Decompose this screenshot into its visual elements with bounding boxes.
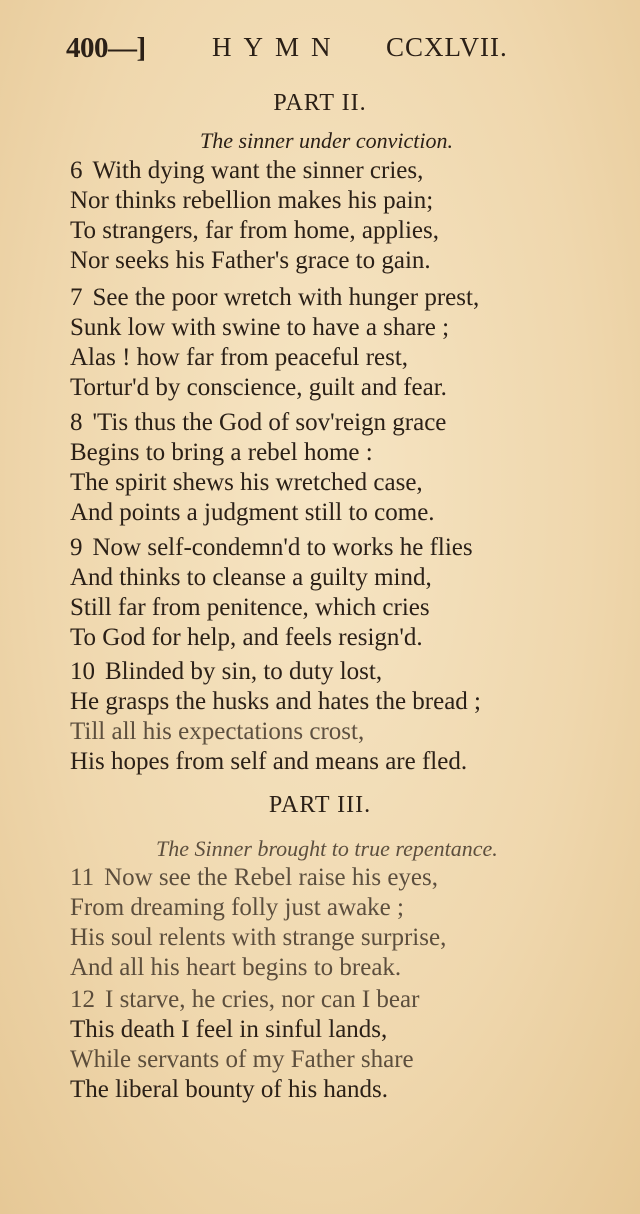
stanza-line: Begins to bring a rebel home : — [70, 439, 373, 466]
stanza-6 — [70, 156, 540, 276]
stanza-line — [70, 533, 540, 563]
stanza-12 — [70, 985, 540, 1105]
stanza-line: Nor thinks rebellion makes his pain; — [70, 187, 434, 214]
verse-number: 10 — [70, 658, 95, 685]
line-text: Now self-condemn'd to works he flies — [92, 534, 473, 561]
line-text: Blinded by sin, to duty lost, — [105, 658, 383, 685]
line-text: See the poor wretch with hunger prest, — [92, 284, 480, 311]
stanza-line: His soul relents with strange surprise, — [70, 924, 447, 951]
stanza-line: From dreaming folly just awake ; — [70, 894, 404, 921]
stanza-line: Still far from penitence, which cries — [70, 594, 430, 621]
stanza-line: To God for help, and feels resign'd. — [70, 624, 423, 651]
page-number: 400—] — [66, 32, 146, 64]
part-3-subtitle: The Sinner brought to true repentance. — [156, 836, 498, 861]
line-text: With dying want the sinner cries, — [92, 157, 424, 184]
stanza-line: The spirit shews his wretched case, — [70, 469, 423, 496]
part-2-heading: PART II. — [273, 90, 367, 116]
verse-number: 7 — [70, 284, 83, 311]
stanza-line — [70, 408, 540, 438]
stanza-8 — [70, 408, 540, 528]
line-text: 'Tis thus the God of sov'reign grace — [92, 409, 447, 436]
stanza-line — [70, 985, 540, 1015]
stanza-line — [70, 863, 540, 893]
stanza-7 — [70, 283, 540, 403]
stanza-line: Sunk low with swine to have a share ; — [70, 314, 450, 341]
stanza-line: While servants of my Father share — [70, 1046, 414, 1073]
stanza-line — [70, 283, 540, 313]
verse-number: 12 — [70, 986, 95, 1013]
hymn-label: HYMN — [212, 32, 343, 62]
stanza-line: And points a judgment still to come. — [70, 499, 435, 526]
verse-number: 9 — [70, 534, 83, 561]
running-header — [66, 30, 536, 70]
stanza-line: Alas ! how far from peaceful rest, — [70, 344, 409, 371]
line-text: I starve, he cries, nor can I bear — [105, 986, 420, 1013]
stanza-line: To strangers, far from home, applies, — [70, 217, 439, 244]
verse-number: 6 — [70, 157, 83, 184]
stanza-line: Tortur'd by conscience, guilt and fear. — [70, 374, 447, 401]
line-text: Now see the Rebel raise his eyes, — [104, 864, 439, 891]
stanza-line — [70, 657, 540, 687]
stanza-line: Nor seeks his Father's grace to gain. — [70, 247, 431, 274]
stanza-line: And all his heart begins to break. — [70, 954, 402, 981]
stanza-line — [70, 156, 540, 186]
verse-number: 11 — [70, 864, 95, 891]
verse-number: 8 — [70, 409, 83, 436]
stanza-9 — [70, 533, 540, 653]
stanza-11 — [70, 863, 540, 983]
stanza-line: And thinks to cleanse a guilty mind, — [70, 564, 432, 591]
part-2-subtitle: The sinner under conviction. — [200, 128, 453, 153]
stanza-line: He grasps the husks and hates the bread ; — [70, 688, 481, 715]
hymn-number: CCXLVII. — [386, 32, 508, 62]
stanza-10 — [70, 657, 540, 777]
stanza-line: His hopes from self and means are fled. — [70, 748, 468, 775]
stanza-line: This death I feel in sinful lands, — [70, 1016, 388, 1043]
stanza-line: Till all his expectations crost, — [70, 718, 365, 745]
part-3-heading: PART III. — [268, 792, 372, 818]
stanza-line: The liberal bounty of his hands. — [70, 1076, 388, 1103]
